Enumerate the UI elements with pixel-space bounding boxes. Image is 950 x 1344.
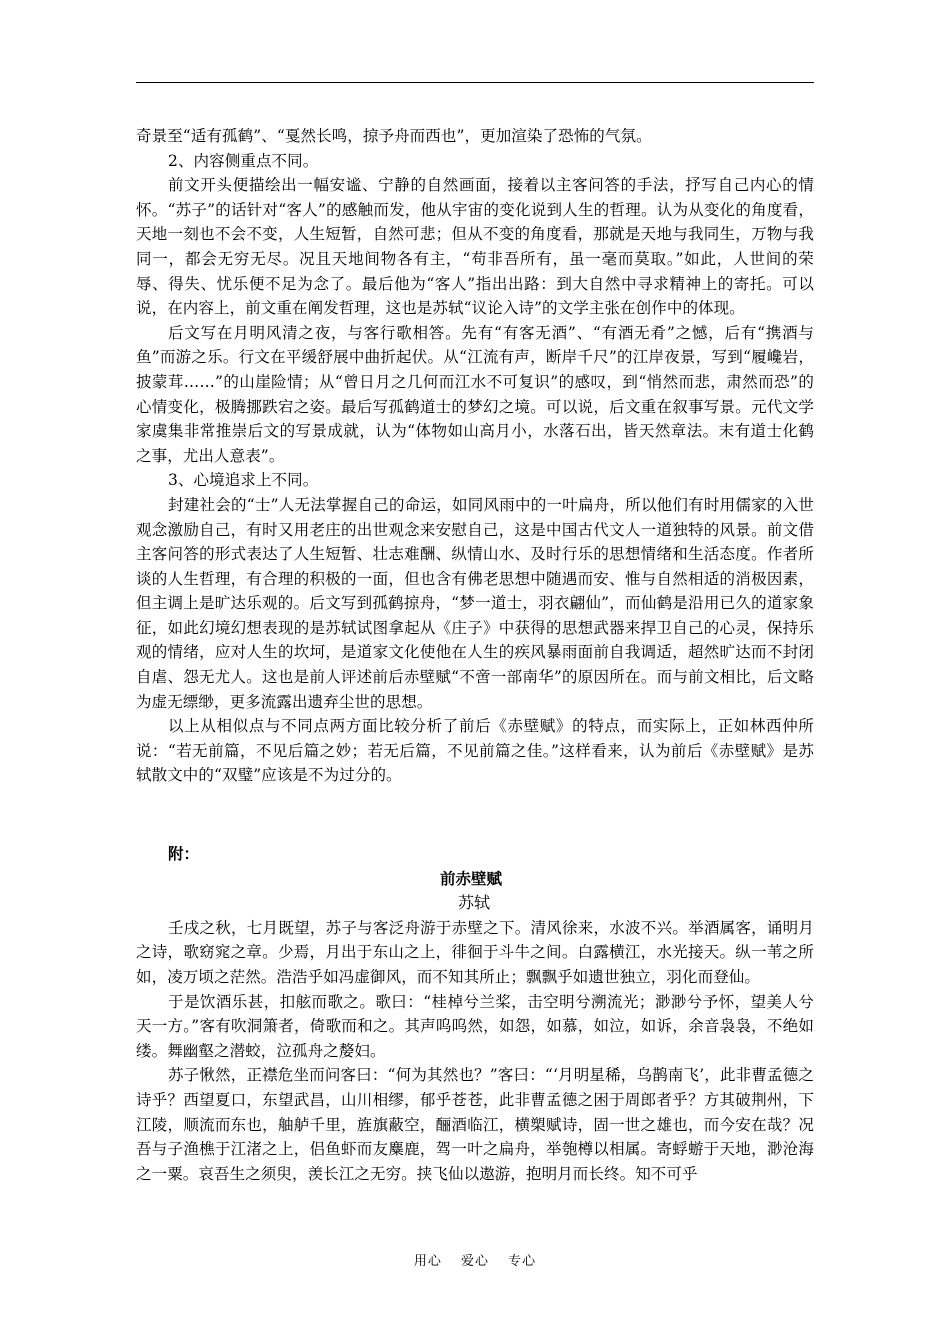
section-heading-3: 3、心境追求上不同。 <box>168 471 319 490</box>
document-body <box>136 124 814 1186</box>
header-rule <box>136 82 814 83</box>
poem-title: 前赤壁赋 <box>439 869 502 888</box>
poem-paragraph-1: 壬戌之秋，七月既望，苏子与客泛舟游于赤壁之下。清风徐来，水波不兴。举酒属客，诵明月之诗，歌窈窕之章。少焉，月出于东山之上，徘徊于斗牛之间。白露横江，水光接天。纵一苇之所如，凌万顷之茫然。浩浩乎如冯虚御风，而不知其所止；飘飘乎如遗世独立，羽化而登仙。 <box>136 918 814 986</box>
poem-paragraph-2: 于是饮酒乐甚，扣舷而歌之。歌曰：“桂棹兮兰桨，击空明兮溯流光；渺渺兮予怀，望美人兮天一方。”客有吹洞箫者，倚歌而和之。其声呜呜然，如怨，如慕，如泣，如诉，余音袅袅，不绝如缕。舞幽壑之潜蛟，泣孤舟之嫠妇。 <box>136 992 814 1060</box>
appendix-label: 附： <box>168 845 200 864</box>
paragraph-1: 奇景至“适有孤鹤”、“戛然长鸣，掠予舟而西也”，更加渲染了恐怖的气氛。 <box>136 127 652 145</box>
paragraph-7: 以上从相似点与不同点两方面比较分析了前后《赤壁赋》的特点，而实际上，正如林西仲所说：“若无前篇，不见后篇之妙；若无后篇，不见前篇之佳。”这样看来，认为前后《赤壁赋》是苏轼散文中的“双璧”应该是不为过分的。 <box>136 717 814 785</box>
paragraph-3: 前文开头便描绘出一幅安谧、宁静的自然画面，接着以主客问答的手法，抒写自己内心的情怀。“苏子”的话针对“客人”的感触而发，他从宇宙的变化说到人生的哲理。认为从变化的角度看，天地一刻也不会不变，人生短暂，自然可悲；但从不变的角度看，那就是天地与我同生，万物与我同一，都会无穷无尽。况且天地间物各有主，“苟非吾所有，虽一毫而莫取。”如此，人世间的荣辱、得失、忧乐便不足为念了。最后他为“客人”指出出路：到大自然中寻求精神上的寄托。可以说，在内容上，前文重在阐发哲理，这也是苏轼“议论入诗”的文学主张在创作中的体现。 <box>136 176 814 318</box>
spacer <box>136 788 814 842</box>
paragraph-6: 封建社会的“士”人无法掌握自己的命运，如同风雨中的一叶扁舟，所以他们有时用儒家的入世观念激励自己，有时又用老庄的出世观念来安慰自己，这是中国古代文人一道独特的风景。前文借主客问答的形式表达了人生短暂、壮志难酬、纵情山水、及时行乐的思想情绪和生活态度。作者所谈的人生哲理，有合理的积极的一面，但也含有佛老思想中随遇而安、惟与自然相适的消极因素，但主调上是旷达乐观的。后文写到孤鹤掠舟，“梦一道士，羽衣翩仙”，而仙鹤是沿用已久的道家象征，如此幻境幻想表现的是苏轼试图拿起从《庄子》中获得的思想武器来捍卫自己的心灵，保持乐观的情绪，应对人生的坎坷，是道家文化使他在人生的疾风暴雨面前自我调适，超然旷达而不封闭自虐、怨无尤人。这也是前人评述前后赤壁赋“不啻一部南华”的原因所在。而与前文相比，后文略为虚无缥缈，更多流露出遗弃尘世的思想。 <box>136 495 814 711</box>
page-footer: 用心 爱心 专心 <box>413 1254 537 1269</box>
paragraph-4: 后文写在月明风清之夜，与客行歌相答。先有“有客无酒”、“有酒无肴”之憾，后有“携酒与鱼”而游之乐。行文在平缓舒展中曲折起伏。从“江流有声，断岸千尺”的江岸夜景，写到“履巉岩，披蒙茸……”的山崖险情；从“曾日月之几何而江水不可复识”的感叹，到“悄然而悲，肃然而恐”的心情变化，极腾挪跌宕之姿。最后写孤鹤道士的梦幻之境。可以说，后文重在叙事写景。元代文学家虞集非常推崇后文的写景成就，认为“体物如山高月小，水落石出，皆天然章法。末有道士化鹤之事，尤出人意表”。 <box>136 323 814 465</box>
poem-author: 苏轼 <box>457 893 490 913</box>
section-heading-2: 2、内容侧重点不同。 <box>168 151 319 170</box>
poem-paragraph-3: 苏子愀然，正襟危坐而问客曰：“何为其然也？”客曰：“‘月明星稀，乌鹊南飞’，此非曹孟德之诗乎？西望夏口，东望武昌，山川相缪，郁乎苍苍，此非曹孟德之困于周郎者乎？方其破荆州，下江陵，顺流而东也，舳舻千里，旌旗蔽空，酾酒临江，横槊赋诗，固一世之雄也，而今安在哉？况吾与子渔樵于江渚之上，侣鱼虾而友麋鹿，驾一叶之扁舟，举匏樽以相属。寄蜉蝣于天地，渺沧海之一粟。哀吾生之须臾，羡长江之无穷。挟飞仙以遨游，抱明月而长终。知不可乎 <box>136 1066 814 1183</box>
